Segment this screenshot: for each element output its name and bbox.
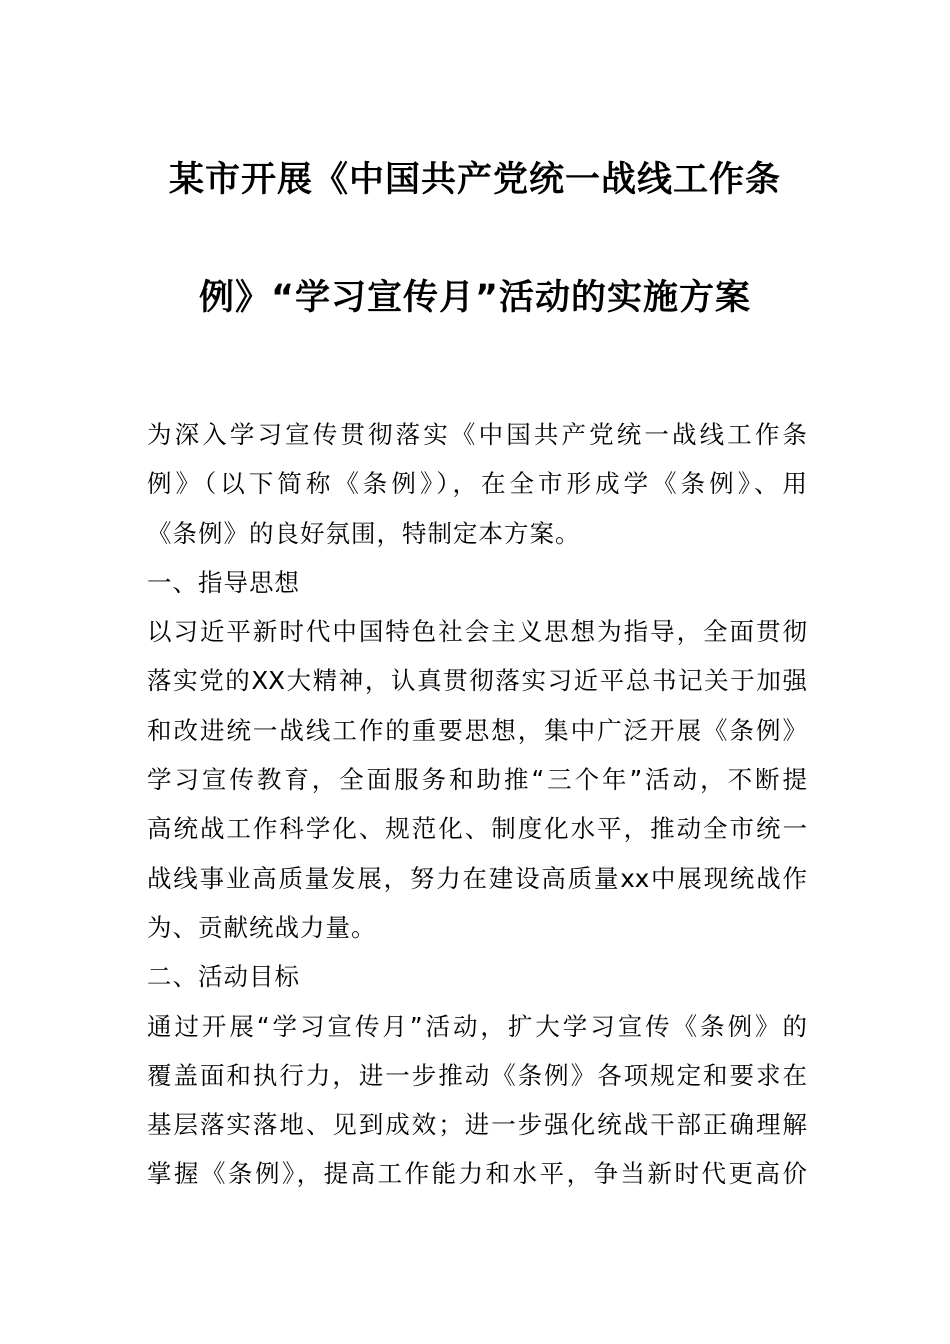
document-body	[147, 410, 807, 1199]
paragraph-line: 《条例》的良好氛围，特制定本方案。	[147, 518, 581, 548]
document-title-line-1: 某市开展《中国共产党统一战线工作条	[168, 160, 781, 200]
paragraph-line: 和改进统一战线工作的重要思想，集中广泛开展《条例》	[147, 715, 807, 745]
section-heading: 二、活动目标	[147, 962, 300, 992]
paragraph-line: 以习近平新时代中国特色社会主义思想为指导，全面贯彻	[147, 617, 807, 647]
paragraph-line: 掌握《条例》，提高工作能力和水平，争当新时代更高价	[147, 1159, 807, 1189]
paragraph-line: 基层落实落地、见到成效；进一步强化统战干部正确理解	[147, 1110, 807, 1140]
paragraph-line: 战线事业高质量发展，努力在建设高质量xx中展现统战作	[147, 863, 807, 893]
paragraph-line: 覆盖面和执行力，进一步推动《条例》各项规定和要求在	[147, 1060, 807, 1090]
paragraph-line: 学习宣传教育，全面服务和助推“三个年”活动，不断提	[147, 765, 807, 795]
paragraph-line: 高统战工作科学化、规范化、制度化水平，推动全市统一	[147, 814, 807, 844]
section-heading: 一、指导思想	[147, 567, 300, 597]
paragraph-line: 为、贡献统战力量。	[147, 912, 377, 942]
paragraph-line: 落实党的XX大精神，认真贯彻落实习近平总书记关于加强	[147, 666, 807, 696]
paragraph-line: 例》（以下简称《条例》），在全市形成学《条例》、用	[147, 469, 807, 499]
paragraph-line: 通过开展“学习宣传月”活动，扩大学习宣传《条例》的	[147, 1011, 807, 1041]
document-title-line-2: 例》“学习宣传月”活动的实施方案	[198, 278, 751, 318]
paragraph-line: 为深入学习宣传贯彻落实《中国共产党统一战线工作条	[147, 420, 807, 449]
